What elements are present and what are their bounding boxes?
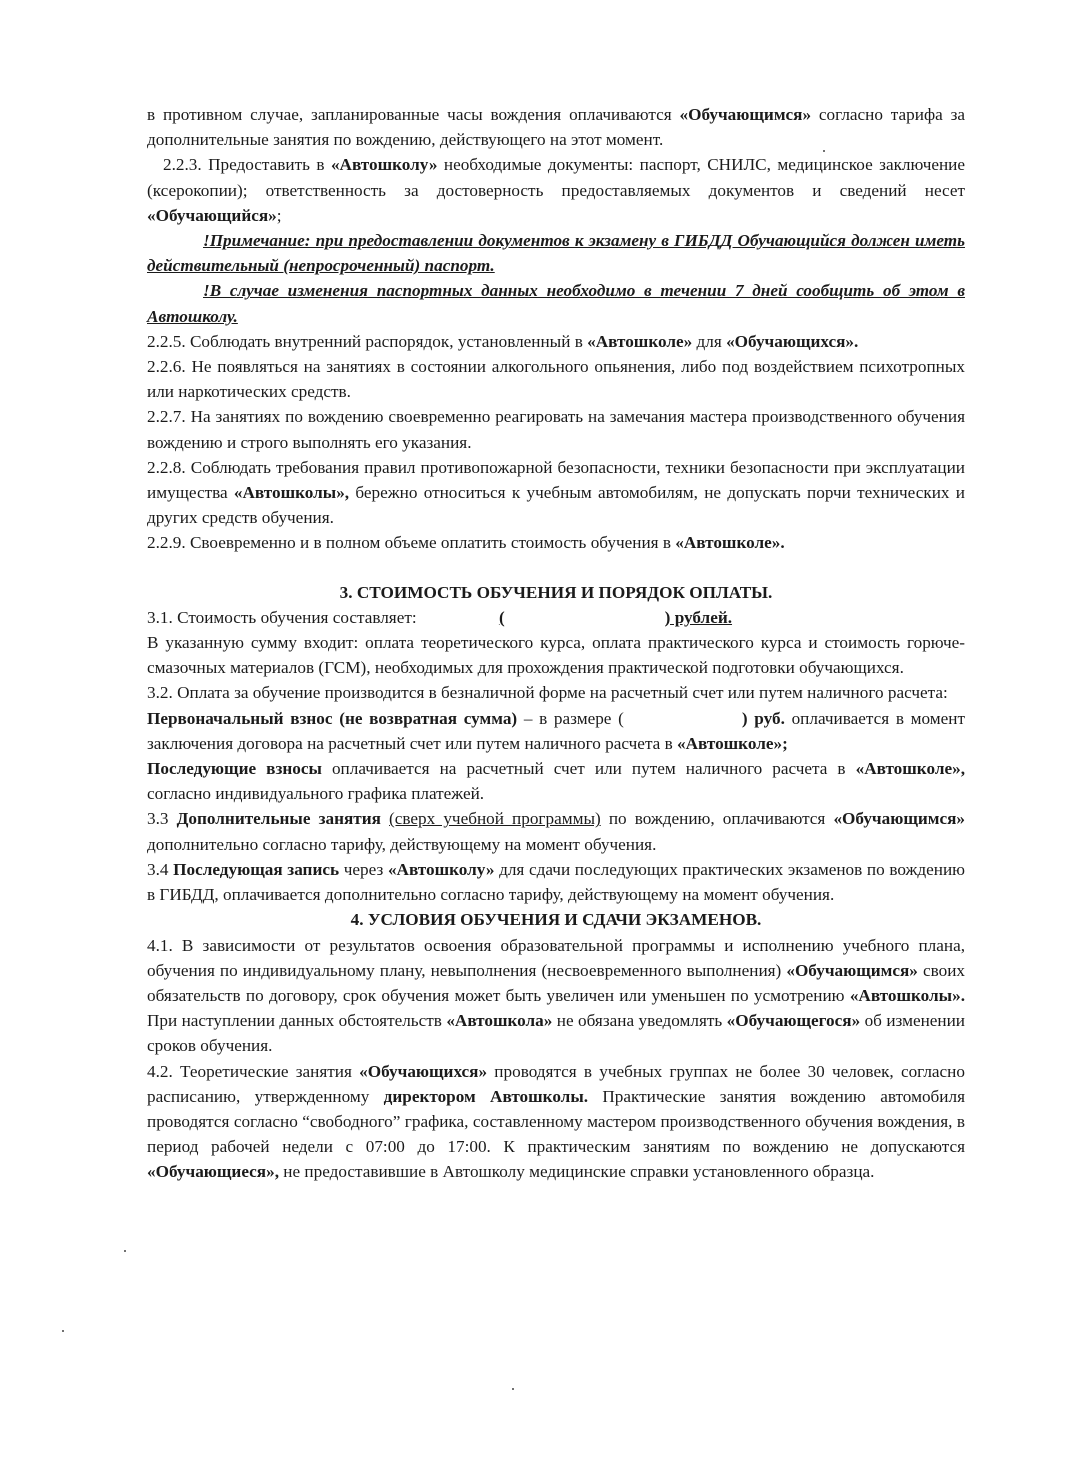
clause-3-4: 3.4 Последующая запись через «Автошколу» для сдачи последующих практических экзаменов по вождению в ГИБДД, оплачивается дополнительно согласно тарифу, действующему на момент обучения. [147, 859, 966, 905]
initial-payment-blank [624, 706, 742, 724]
scan-speck [512, 1388, 514, 1390]
price-words-blank [505, 605, 665, 623]
clause-2-2-3: 2.2.3. Предоставить в «Автошколу» необходимые документы: паспорт, СНИЛС, медицинское заключение (ксерокопии); ответственность за достоверность предоставляемых документов и сведений несет «Обучающийся»; [147, 155, 965, 225]
clause-2-2-7: 2.2.7. На занятиях по вождению своевременно реагировать на замечания мастера производственного обучения вождению и строго выполнять его указания. [147, 407, 965, 452]
note-passport-validity: !Примечание: при предоставлении документов к экзамену в ГИБДД Обучающийся должен иметь действительный (непросроченный) паспорт. [147, 231, 965, 276]
clause-3-1: 3.1. Стоимость обучения составляет: ( ) рублей. [147, 605, 965, 630]
paragraph-continuation: в противном случае, запланированные часы вождения оплачиваются «Обучающимся» согласно тарифа за дополнительные занятия по вождению, действующего на этот момент. [147, 105, 965, 150]
contract-page [147, 102, 965, 1185]
clause-2-2-5: 2.2.5. Соблюдать внутренний распорядок, установленный в «Автошколе» для «Обучающихся». [147, 331, 859, 351]
note-passport-change: !В случае изменения паспортных данных необходимо в течении 7 дней сообщить об этом в Автошколу. [147, 281, 965, 326]
clause-subsequent-payments: Последующие взносы оплачивается на расчетный счет или путем наличного расчета в «Автошколе», согласно индивидуального графика платежей. [147, 759, 965, 804]
clause-4-1: 4.1. В зависимости от результатов освоения образовательной программы и исполнению учебного плана, обучения по индивидуальному плану, невыполнения (несвоевременного выполнения) «Обучающимся» своих обязательств по договору, срок обучения может быть увеличен или уменьшен по усмотрению «Автошколы». При наступлении данных обстоятельств «Автошкола» не обязана уведомлять «Обучающегося» об изменении сроков обучения. [147, 935, 965, 1056]
clause-initial-payment: Первоначальный взнос (не возвратная сумма) – в размере ( ) руб. оплачивается в момент заключения договора на расчетный счет или путем наличного расчета в «Автошколе»; [147, 706, 965, 756]
scan-speck [823, 150, 825, 152]
clause-3-2: 3.2. Оплата за обучение производится в безналичной форме на расчетный счет или путем наличного расчета: [147, 683, 948, 703]
section-4-heading: 4. УСЛОВИЯ ОБУЧЕНИЯ И СДАЧИ ЭКЗАМЕНОВ. [350, 910, 762, 930]
clause-2-2-9: 2.2.9. Своевременно и в полном объеме оплатить стоимость обучения в «Автошколе». [147, 533, 785, 553]
scan-speck [62, 1330, 64, 1332]
price-blank [421, 605, 499, 623]
section-3-heading: 3. СТОИМОСТЬ ОБУЧЕНИЯ И ПОРЯДОК ОПЛАТЫ. [339, 582, 773, 602]
scan-speck [124, 1250, 126, 1252]
clause-4-2: 4.2. Теоретические занятия «Обучающихся» проводятся в учебных группах не более 30 человек, согласно расписанию, утвержденному директором Автошколы. Практические занятия вождению автомобиля проводятся согласно “свободного” графика, составленному мастером производственного обучения вождения, в период рабочей недели с 07:00 до 17:00. К практическим занятиям по вождению не допускаются «Обучающиеся», не предоставившие в Автошколу медицинские справки установленного образца. [147, 1061, 965, 1182]
clause-2-2-6: 2.2.6. Не появляться на занятиях в состоянии алкогольного опьянения, либо под воздействием психотропных или наркотических средств. [147, 357, 965, 402]
clause-3-3: 3.3 Дополнительные занятия (сверх учебной программы) по вождению, оплачиваются «Обучающимся» дополнительно согласно тарифу, действующему на момент обучения. [147, 809, 965, 854]
clause-3-1-details: В указанную сумму входит: оплата теоретического курса, оплата практического курса и стоимость горюче-смазочных материалов (ГСМ), необходимых для прохождения практической подготовки обучающихся. [147, 633, 965, 678]
clause-2-2-8: 2.2.8. Соблюдать требования правил противопожарной безопасности, техники безопасности при эксплуатации имущества «Автошколы», бережно относиться к учебным автомобилям, не допускать порчи технических и других средств обучения. [147, 457, 965, 528]
